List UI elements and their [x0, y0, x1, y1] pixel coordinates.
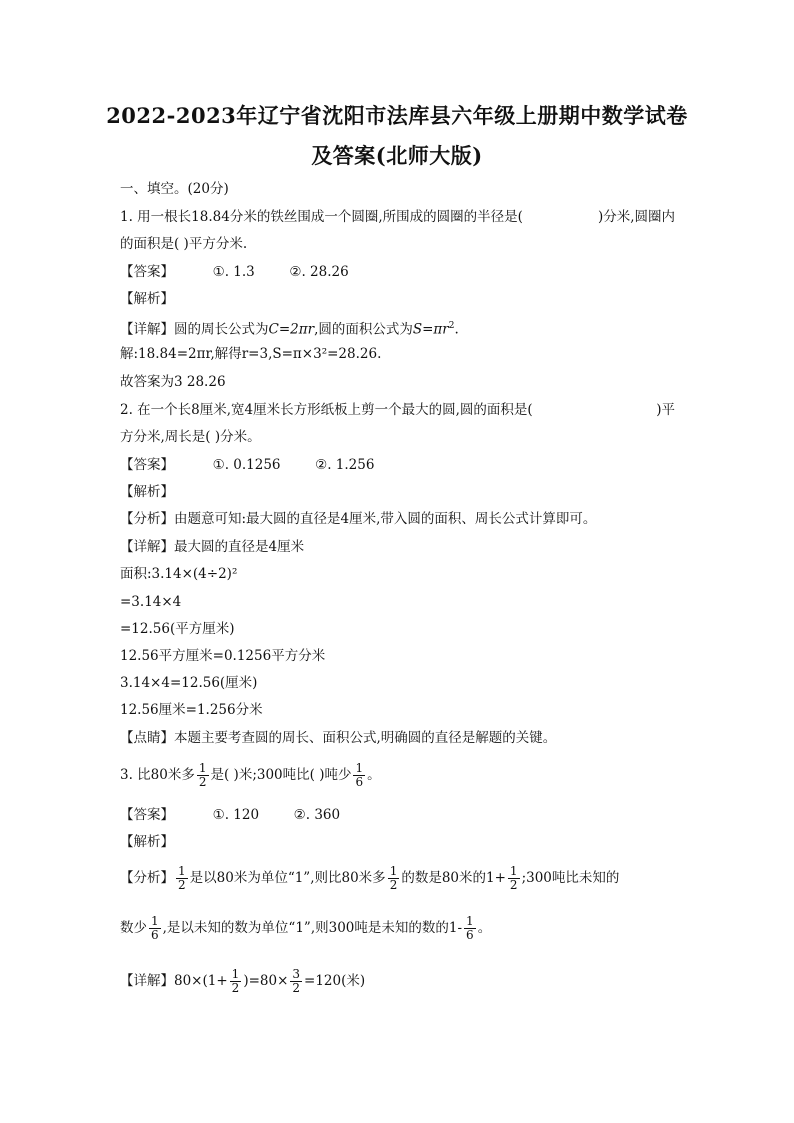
q3-fenxi-text-1: 是以80米为单位“1”,则比80米多: [189, 870, 386, 886]
q3-answer: [120, 806, 340, 824]
fraction-one-half: $\frac{1}{2}$: [198, 761, 207, 789]
fenxi-tag: 【分析】: [120, 870, 174, 886]
fraction-one-sixth: $\frac{1}{6}$: [151, 914, 159, 942]
q1-line2: 的面积是( )平方分米.: [120, 236, 248, 252]
q3-fenxi-line2: [120, 913, 491, 943]
fraction-one-sixth: $\frac{1}{6}$: [466, 914, 474, 942]
q3-fenxi-text-5: ,是以未知的数为单位“1”,则300吨是未知的数的1-: [162, 920, 463, 936]
q3-fenxi-line1: [120, 863, 619, 893]
answer-tag: 【答案】: [120, 807, 174, 823]
q2-detail: [120, 538, 304, 556]
q2-step-4: 12.56平方厘米=0.1256平方分米: [120, 648, 326, 664]
q2-text-a: 2. 在一个长8厘米,宽4厘米长方形纸板上剪一个最大的圆,圆的面积是(: [120, 402, 533, 418]
q2-step-3: =12.56(平方厘米): [120, 621, 235, 637]
q3-text-a: 3. 比80米多: [120, 767, 195, 783]
detail-tag: 【详解】: [120, 973, 174, 989]
q2-fenxi: [120, 510, 596, 528]
fenxi-tag: 【分析】: [120, 511, 174, 527]
q2-answer-1: ①. 0.1256: [212, 457, 281, 473]
q1-therefore: 故答案为3 28.26: [120, 374, 226, 390]
q1-text-b: )分米,圆圈内: [597, 209, 675, 225]
q3-text-b: 是( )米;300吨比( )吨少: [210, 767, 352, 783]
q1-answer: [120, 263, 349, 281]
doc-title-line1: 2022-2023年辽宁省沈阳市法库县六年级上册期中数学试卷: [106, 103, 688, 128]
q3-answer-2: ②. 360: [293, 807, 341, 823]
q1-analysis-tag: 【解析】: [120, 291, 174, 307]
q1-line1: [120, 208, 675, 226]
q2-step-2: =3.14×4: [120, 594, 182, 610]
q3-detail-text-1: 80×(1+: [174, 973, 228, 989]
q3-text-c: 。: [367, 767, 381, 783]
fraction-one-half: $\frac{1}{2}$: [389, 864, 398, 892]
q3-line1: [120, 760, 381, 790]
q3-fenxi-text-2: 的数是80米的1+: [401, 870, 506, 886]
q2-answer: [120, 456, 374, 474]
q3-detail: [120, 966, 365, 996]
dianjing-tag: 【点睛】: [120, 730, 174, 746]
q1-detail-text-b: ,圆的面积公式为: [314, 321, 413, 338]
doc-title-line2: 及答案(北师大版): [311, 143, 483, 168]
q3-fenxi-text-3: ;300吨比未知的: [521, 870, 620, 886]
q2-line2: 方分米,周长是( )分米。: [120, 429, 261, 445]
q3-analysis-tag: 【解析】: [120, 834, 174, 850]
q2-step-6: 12.56厘米=1.256分米: [120, 702, 263, 718]
detail-tag: 【详解】: [120, 321, 174, 338]
q3-fenxi-text-6: 。: [477, 920, 492, 936]
q2-analysis-tag: 【解析】: [120, 484, 174, 500]
area-formula-exponent: 2: [448, 321, 455, 331]
q2-dianjing-text: 本题主要考查圆的周长、面积公式,明确圆的直径是解题的关键。: [174, 730, 557, 746]
detail-tag: 【详解】: [120, 539, 174, 555]
circumference-formula: C=2πr: [268, 321, 315, 338]
q2-step-5: 3.14×4=12.56(厘米): [120, 675, 258, 691]
q3-detail-text-3: =120(米): [304, 973, 366, 989]
q2-line1: [120, 401, 675, 419]
q1-text-a: 1. 用一根长18.84分米的铁丝围成一个圆圈,所围成的圆圈的半径是(: [120, 209, 523, 225]
q1-detail-end: .: [454, 321, 459, 338]
q2-answer-2: ②. 1.256: [315, 457, 375, 473]
area-formula: S=πr: [412, 321, 449, 338]
answer-tag: 【答案】: [120, 457, 174, 473]
answer-tag: 【答案】: [120, 264, 174, 280]
q2-fenxi-text: 由题意可知:最大圆的直径是4厘米,带入圆的面积、周长公式计算即可。: [174, 511, 597, 527]
q3-answer-1: ①. 120: [212, 807, 260, 823]
q2-dianjing: [120, 729, 556, 747]
fraction-three-halves: $\frac{3}{2}$: [292, 967, 301, 995]
q3-detail-text-2: )=80×: [243, 973, 289, 989]
q1-detail: [120, 317, 459, 339]
q1-detail-text-a: 圆的周长公式为: [174, 321, 269, 338]
q2-step-1: 面积:3.14×(4÷2)²: [120, 566, 238, 582]
q2-text-b: )平: [656, 402, 675, 418]
fraction-one-half: $\frac{1}{2}$: [178, 864, 186, 892]
q1-answer-2: ②. 28.26: [289, 264, 349, 280]
q3-fenxi-text-4: 数少: [120, 920, 147, 936]
section-heading: 一、填空。(20分): [120, 181, 229, 197]
q1-solve: 解:18.84=2πr,解得r=3,S=π×3²=28.26.: [120, 346, 382, 362]
fraction-one-half: $\frac{1}{2}$: [509, 864, 518, 892]
fraction-one-half: $\frac{1}{2}$: [231, 967, 240, 995]
fraction-one-sixth: $\frac{1}{6}$: [355, 761, 364, 789]
q1-answer-1: ①. 1.3: [212, 264, 255, 280]
q2-detail-text: 最大圆的直径是4厘米: [174, 539, 305, 555]
